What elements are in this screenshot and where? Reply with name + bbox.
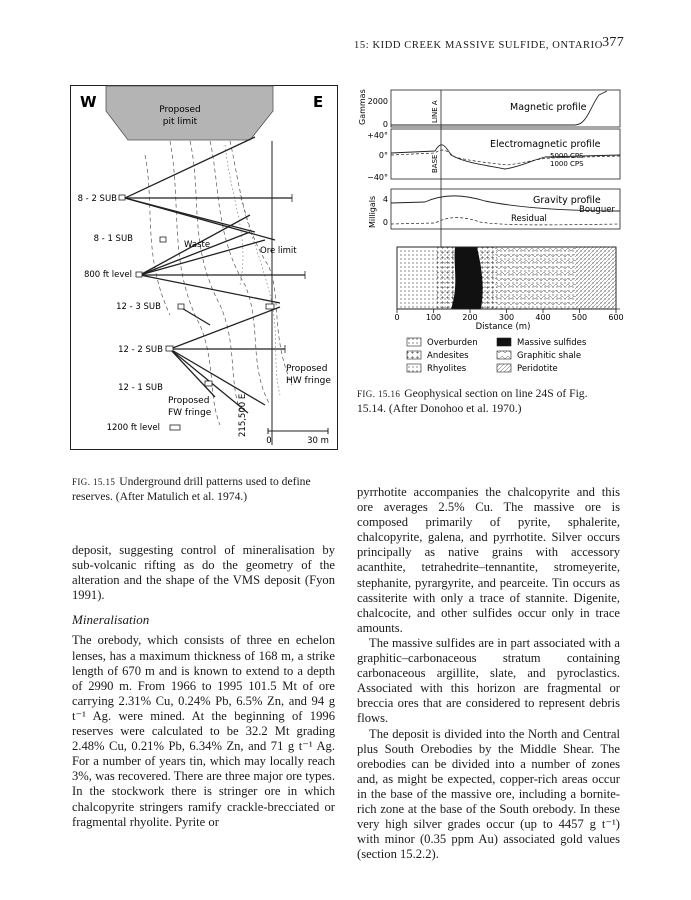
distance-tick-label: 600 [608,313,624,322]
hole-end-ticks [285,194,305,353]
ore-limit-label: Ore limit [260,246,297,256]
easting-label: 215,500 E [238,393,248,437]
residual-label: Residual [511,214,547,224]
legend-graphitic-shale: Graphitic shale [517,351,582,361]
caption-number: FIG. 15.15 [72,477,116,487]
geology-contacts [145,141,292,425]
em-panel [391,129,620,179]
paragraph: deposit, suggesting control of mineralisation by sub-volcanic rifting as do the geometry of the alteration and the shape of the VMS deposit (Fyon 1991). [72,543,335,603]
paragraph: pyrrhotite accompanies the chalcopyrite and this ore averages 2.5% Cu. The massive ore is composed primarily of pyrite, sphalerite, chalcopyrite, galena, and pyrrhotite. Silver occurs principally as native grains with accessory acanthite, tetrahedrite–tennantite, stromeyerite, stephanite, pyrargyrite, and pearceite. Tin occurs as cassiterite with only a trace of stannite. Digenite, chalcocite, and other sulfides occur only in trace amounts. [357,485,620,635]
chapter-title: 15: KIDD CREEK MASSIVE SULFIDE, ONTARIO [354,40,603,51]
pit-label-2: pit limit [162,117,198,127]
distance-tick-label: 200 [462,313,478,322]
base-label: BASE [431,154,439,173]
distance-tick-label: 0 [394,313,400,322]
legend-rhyolites: Rhyolites [427,364,467,374]
mgal-0: 0 [382,218,388,227]
paragraph: The deposit is divided into the North and Central plus South Orebodies by the Middle Shear. The orebodies can be divided into a number of zones and, as might be expected, copper-rich areas occur in the base of the massive ore, including a bornite-rich zone at the base of the South orebody. In these very high silver grades occur (up to 4457 g t⁻¹) with minor (0.35 ppm Au) associated gold values (section 15.2.2). [357,726,620,862]
peridotite-zone [575,247,616,309]
hw-fringe-label-2: HW fringe [286,376,331,386]
scale-zero: 0 [266,436,272,446]
level-1200-ft: 1200 ft level [106,423,160,433]
section-heading: Mineralisation [72,612,150,628]
gamma-0: 0 [382,120,388,129]
paragraph: The massive sulfides are in part associated with a graphitic–carbonaceous stratum containing carbonaceous argillite, slate, and pyroclastics. Associated with this horizon are fragmental or breccia ores that are considered to represent debris flows. [357,635,620,726]
scale-bar [268,428,328,434]
gammas-axis-label: Gammas [358,89,367,125]
distance-axis-label: Distance (m) [475,322,531,332]
paragraph: The orebody, which consists of three en echelon lenses, has a maximum thickness of 168 m, a strike length of 670 m and is known to extend to a depth of 2990 m. From 1966 to 1995 101.5 Mt of ore carrying 2.31% Cu, 0.24% Pb, 6.5% Zn, and 94 g t⁻¹ Ag. were mined. At the beginning of 1996 reserves were calculated to be 32.2 Mt grading 2.48% Cu, 0.21% Pb, 6.34% Zn, and 71 g t⁻¹ Ag. For a number of years tin, which may locally reach 3%, was recovered. There are three major ore types. In the stockwork there is stringer ore in which chalcopyrite stringers ramify crackle-brecciated or fragmental rhyolite. Pyrite or [72,633,335,829]
hw-fringe-label-1: Proposed [286,364,328,374]
em-zero: 0° [378,151,388,160]
cps-5000: 5000 CPS [550,152,584,160]
west-label: W [80,93,97,111]
east-label: E [313,93,324,111]
legend-andesites: Andesites [427,351,469,361]
em-1000-curve [391,150,620,165]
bouguer-label: Bouguer [579,205,615,215]
scale-30m: 30 m [307,436,329,446]
legend-overburden: Overburden [427,338,478,348]
level-12-2-sub: 12 - 2 SUB [118,345,163,355]
magnetic-profile-label: Magnetic profile [510,102,587,113]
graphitic-shale-zone [495,247,575,309]
caption-number: FIG. 15.16 [357,389,401,399]
fw-fringe-label-1: Proposed [168,396,210,406]
pit-label-1: Proposed [159,105,201,115]
caption-text: Underground drill patterns used to define reserves. (After Matulich et al. 1974.) [72,475,311,503]
legend-peridotite: Peridotite [517,364,558,374]
em-profile-label: Electromagnetic profile [490,139,601,150]
level-8-2-sub: 8 - 2 SUB [77,194,117,204]
right-column [357,485,620,862]
level-12-3-sub: 12 - 3 SUB [116,302,161,312]
level-8-1-sub: 8 - 1 SUB [93,234,133,244]
caption-text: Geophysical section on line 24S of Fig. 15.14. (After Donohoo et al. 1970.) [357,387,588,415]
gravity-profile-label: Gravity profile [533,195,601,206]
page-number: 377 [602,35,624,50]
legend [407,338,587,374]
cps-1000: 1000 CPS [550,160,584,168]
legend-massive-sulfides: Massive sulfides [517,338,587,348]
waste-label: Waste [184,240,211,250]
distance-tick-label: 100 [425,313,442,322]
gamma-2000: 2000 [367,97,388,106]
em-plus40: +40° [367,131,388,140]
distance-tick-label: 500 [571,313,588,322]
figure-15-15 [70,85,338,455]
massive-sulfide-body [451,247,483,309]
level-800-ft: 800 ft level [83,270,132,280]
running-header [354,37,624,52]
figure-15-16-caption [357,387,619,415]
milligals-axis-label: Milligals [368,195,377,228]
line-a-label: LINE A [431,100,439,123]
em-minus40: −40° [367,173,388,182]
residual-curve [391,218,620,225]
drill-holes [125,137,305,413]
figure-15-15-caption [72,475,334,503]
level-12-1-sub: 12 - 1 SUB [118,383,163,393]
figure-15-16 [355,85,630,385]
mgal-4: 4 [382,195,388,204]
distance-tick-label: 300 [498,313,515,322]
distance-tick-label: 400 [535,313,551,322]
distance-ticks [394,309,623,322]
fw-fringe-label-2: FW fringe [168,408,212,418]
left-column [72,543,335,830]
